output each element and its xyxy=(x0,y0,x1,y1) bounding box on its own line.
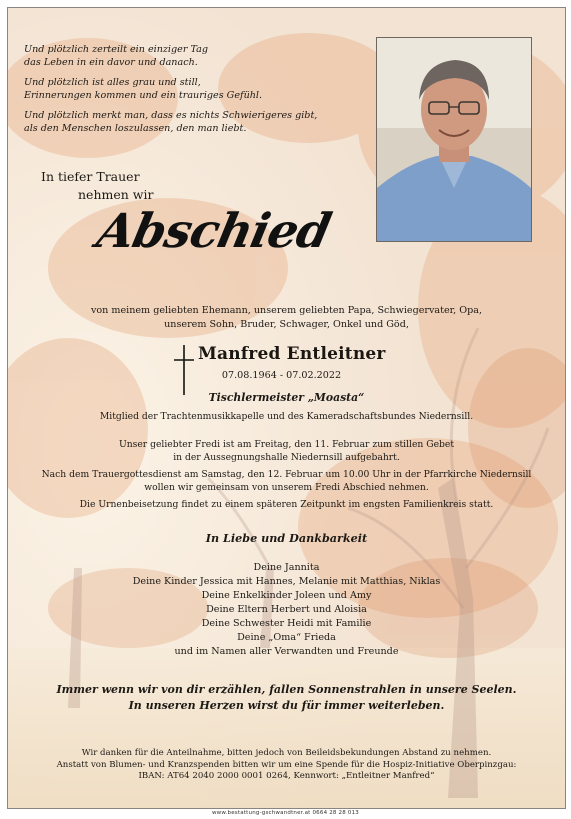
family-line: Deine Kinder Jessica mit Hannes, Melanie mit Matthias, Niklas xyxy=(132,576,441,587)
family-list xyxy=(8,561,565,659)
family-line: Deine „Oma“ Frieda xyxy=(237,632,336,643)
family-line: Deine Jannita xyxy=(253,562,320,573)
poem-stanza: Und plötzlich merkt man, dass es nichts Schwierigeres gibt, als den Menschen loszulassen, den man liebt. xyxy=(24,110,318,134)
thanks-note: Wir danken für die Anteilnahme, bitten jedoch von Beileidsbekundungen Abstand zu nehmen. Anstatt von Blumen- und Kranzspenden bitten wir um eine Spende für die Hospiz-Initiative Oberpinzgau: IBAN: AT64 2040 2000 0001 0264, Kennwort: „Entleitner Manfred“ xyxy=(56,748,517,781)
obituary-card xyxy=(7,7,566,809)
family-line: Deine Enkelkinder Joleen und Amy xyxy=(201,590,372,601)
poem-stanza: Und plötzlich ist alles grau und still, Erinnerungen kommen und ein trauriges Gefühl. xyxy=(24,77,263,101)
family-line: und im Namen aller Verwandten und Freunde xyxy=(174,646,399,657)
intro-line: nehmen wir xyxy=(78,187,154,202)
footer-contact: www.bestattung-gschwandtner.at 0664 28 28 013 xyxy=(211,810,360,816)
text-paragraph: Mitglied der Trachtenmusikkapelle und des Kameradschaftsbundes Niedernsill. xyxy=(99,411,474,422)
poem-stanza: Und plötzlich zerteilt ein einziger Tag das Leben in ein davor und danach. xyxy=(24,44,208,68)
deceased-name: Manfred Entleitner xyxy=(198,344,386,364)
text-paragraph: Die Urnenbeisetzung findet zu einem späteren Zeitpunkt im engsten Familienkreis statt. xyxy=(79,499,494,510)
portrait-photo xyxy=(376,37,532,242)
headline: Abschied xyxy=(92,204,336,259)
occupation: Tischlermeister „Moasta“ xyxy=(208,391,365,404)
closing-heading: In Liebe und Dankbarkeit xyxy=(205,531,368,545)
relations-text: von meinem geliebten Ehemann, unserem geliebten Papa, Schwiegervater, Opa, unserem Sohn, Bruder, Schwager, Onkel und Göd, xyxy=(90,305,483,330)
text-paragraph: Nach dem Trauergottesdienst am Samstag, den 12. Februar um 10.00 Uhr in der Pfarrkirche Niedernsill wollen wir gemeinsam von unserem Fredi Abschied nehmen. xyxy=(41,469,532,493)
life-dates: 07.08.1964 - 07.02.2022 xyxy=(221,370,342,381)
poem xyxy=(24,44,369,144)
text-paragraph: Unser geliebter Fredi ist am Freitag, den 11. Februar zum stillen Gebet in der Aussegnungshalle Niedernsill aufgebahrt. xyxy=(118,439,455,463)
family-line: Deine Eltern Herbert und Aloisia xyxy=(206,604,367,615)
family-line: Deine Schwester Heidi mit Familie xyxy=(201,618,372,629)
intro-line: In tiefer Trauer xyxy=(41,169,140,184)
memorial-quote: Immer wenn wir von dir erzählen, fallen Sonnenstrahlen in unsere Seelen. In unseren Herzen wirst du für immer weiterleben. xyxy=(56,683,517,712)
intro-text xyxy=(41,168,153,204)
